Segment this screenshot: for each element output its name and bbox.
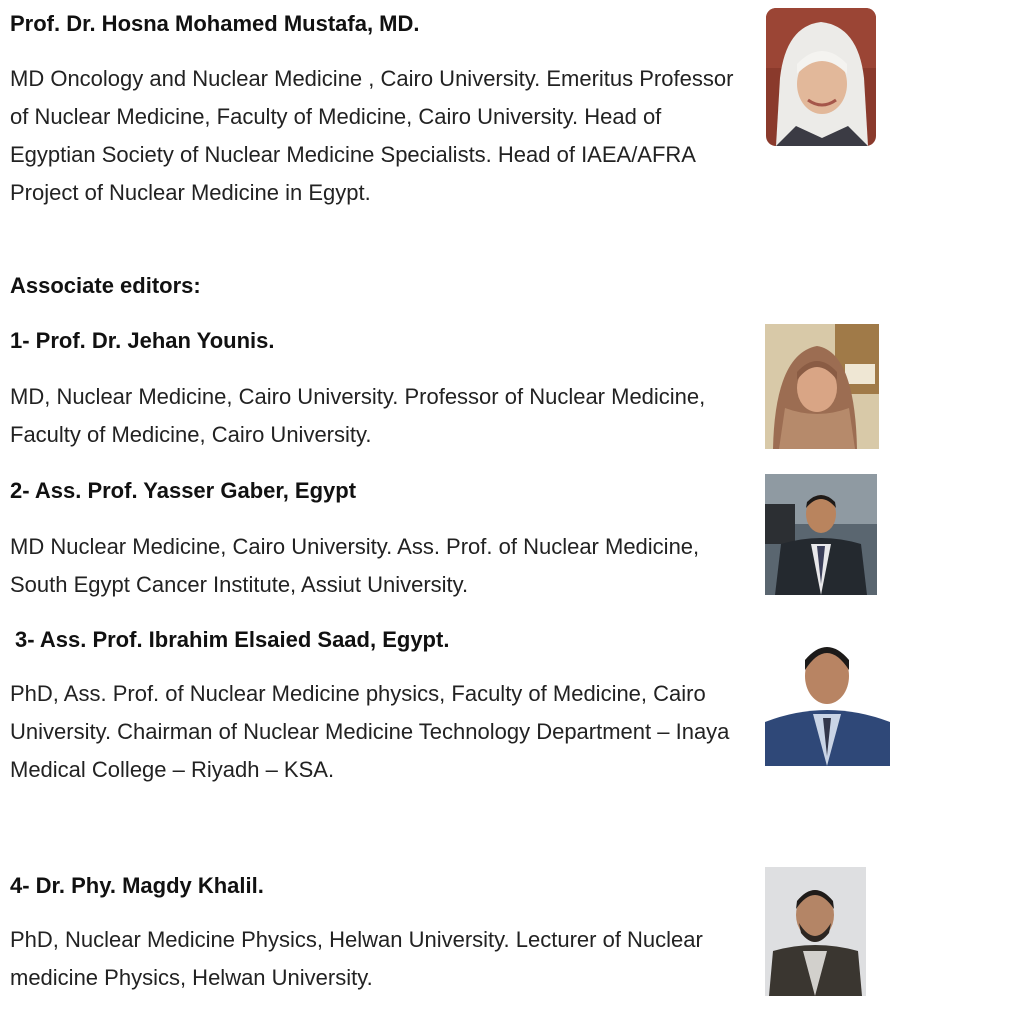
editor-in-chief-bio: MD Oncology and Nuclear Medicine , Cairo University. Emeritus Professor of Nuclear Medicine, Faculty of Medicine, Cairo University. Head of Egyptian Society of Nuclear Medicine Specialists. Head of IAEA/AFRA Project of Nuclear Medicine in Egypt. [10, 66, 734, 205]
associate-1-name: 1- Prof. Dr. Jehan Younis. [10, 328, 275, 353]
associate-1-bio: MD, Nuclear Medicine, Cairo University. Professor of Nuclear Medicine, Faculty of Medicine, Cairo University. [10, 384, 706, 447]
associate-2-bio: MD Nuclear Medicine, Cairo University. Ass. Prof. of Nuclear Medicine, South Egypt Cancer Institute, Assiut University. [10, 534, 700, 597]
editor-in-chief-photo [766, 8, 876, 146]
associate-3-name: 3- Ass. Prof. Ibrahim Elsaied Saad, Egypt. [15, 627, 450, 652]
associate-4-name: 4- Dr. Phy. Magdy Khalil. [10, 873, 264, 898]
associate-3-photo [765, 626, 890, 766]
associate-editors-heading: Associate editors: [10, 273, 201, 298]
associate-4-photo [765, 867, 866, 996]
associate-2-photo [765, 474, 877, 595]
associate-2-name: 2- Ass. Prof. Yasser Gaber, Egypt [10, 478, 357, 503]
associate-3-bio: PhD, Ass. Prof. of Nuclear Medicine physics, Faculty of Medicine, Cairo University. Chairman of Nuclear Medicine Technology Department – Inaya Medical College – Riyadh – KSA. [10, 681, 730, 782]
editor-in-chief-name: Prof. Dr. Hosna Mohamed Mustafa, MD. [10, 11, 420, 36]
associate-1-photo [765, 324, 879, 449]
associate-4-bio: PhD, Nuclear Medicine Physics, Helwan University. Lecturer of Nuclear medicine Physics, Helwan University. [10, 927, 703, 990]
